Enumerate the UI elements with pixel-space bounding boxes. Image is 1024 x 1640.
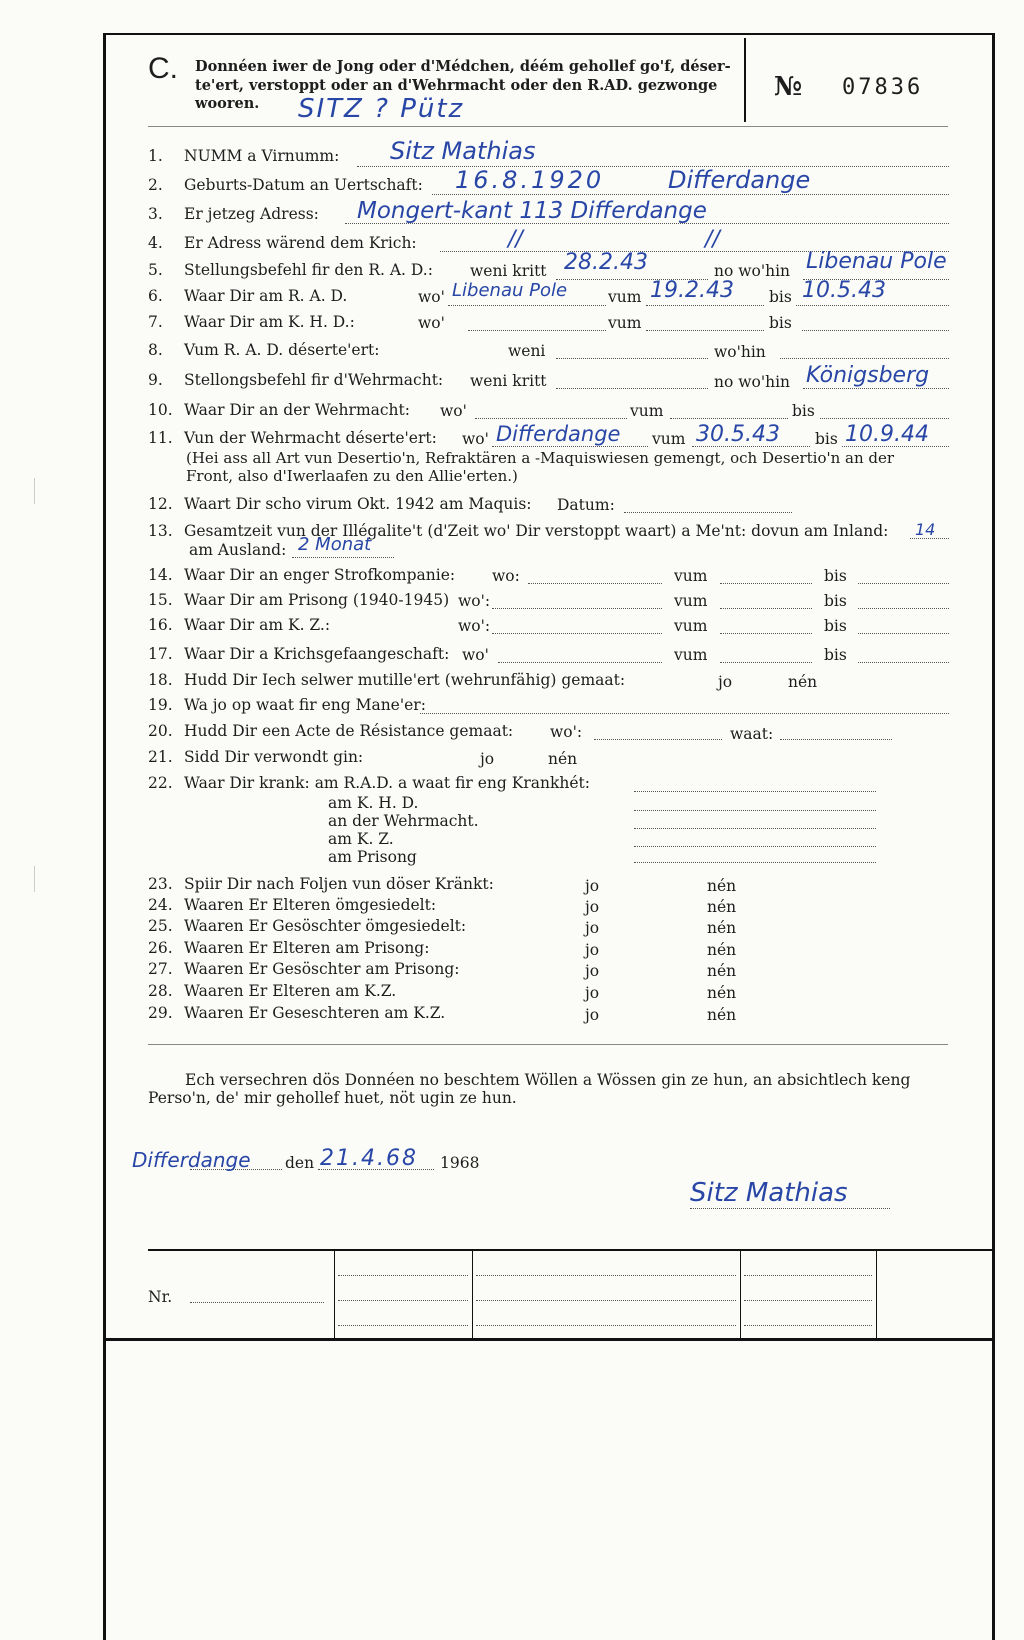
row-24-yes[interactable]: jo (585, 898, 600, 916)
declaration-line-2: Perso'n, de' mir gehollef huet, nöt ugin ze hun. (148, 1089, 517, 1107)
row-6-from: 19.2.43 (650, 278, 734, 303)
handwritten-surname: SITZ ? Pütz (298, 94, 465, 124)
row-7: 7. Waar Dir am K. H. D.: (148, 313, 355, 331)
row-16-from-line[interactable] (720, 633, 812, 634)
row-1-name: Sitz Mathias (390, 137, 536, 165)
row-9-when-line[interactable] (556, 388, 708, 389)
form-letter: C. (148, 52, 178, 85)
row-12-date-line[interactable] (624, 512, 792, 513)
row-7-from-line[interactable] (646, 330, 764, 331)
row-13-abroad-line[interactable] (292, 557, 394, 558)
footer-line-1a[interactable] (338, 1275, 468, 1276)
row-24-no[interactable]: nén (707, 898, 737, 916)
row-26: 26. Waaren Er Elteren am Prisong: (148, 939, 430, 957)
row-11: 11. Vun der Wehrmacht déserte'ert: (148, 429, 437, 447)
header-divider (744, 38, 746, 122)
row-22-line-4[interactable] (634, 846, 876, 847)
row-17-to-line[interactable] (858, 662, 949, 663)
row-5: 5. Stellungsbefehl fir den R. A. D.: (148, 261, 433, 279)
row-6-where: Libenau Pole (452, 280, 568, 301)
row-10-to-line[interactable] (820, 418, 949, 419)
form-number: 07836 (842, 75, 924, 100)
row-19-line[interactable] (420, 713, 949, 714)
row-11-note-1: (Hei ass all Art vun Desertio'n, Refraktären a -Maquiswiesen gemengt, och Desertio'n an der (186, 449, 895, 467)
row-13-abroad: 2 Monat (298, 534, 372, 555)
row-11-where: Differdange (496, 422, 621, 446)
signoff-den: den (285, 1154, 315, 1172)
row-11-where-line[interactable] (492, 446, 648, 447)
row-23: 23. Spiir Dir nach Foljen vun döser Kränkt: (148, 875, 494, 893)
row-25: 25. Waaren Er Gesöschter ömgesiedelt: (148, 917, 467, 935)
row-16-to-line[interactable] (858, 633, 949, 634)
row-8-where-line[interactable] (780, 358, 949, 359)
row-23-no[interactable]: nén (707, 877, 737, 895)
row-19: 19. Wa jo op waat fir eng Mane'er: (148, 696, 426, 714)
row-4: 4. Er Adress wärend dem Krich: (148, 234, 417, 252)
frame-right (992, 33, 995, 1640)
row-22-sub-2: an der Wehrmacht. (328, 812, 479, 830)
signature: Sitz Mathias (690, 1178, 848, 1208)
punch-hole-bottom (34, 866, 43, 892)
frame-top (103, 33, 995, 35)
row-15-from-line[interactable] (720, 608, 812, 609)
form-title-line3: wooren. (195, 95, 260, 112)
row-1-line[interactable] (357, 166, 949, 167)
row-4-mark-a: // (508, 227, 523, 252)
row-1: 1. NUMM a Virnumm: (148, 147, 340, 165)
row-11-note-2: Front, also d'Iwerlaafen zu den Allie'erten.) (186, 467, 518, 485)
row-22-line-1[interactable] (634, 791, 876, 792)
row-14: 14. Waar Dir an enger Strofkompanie: (148, 566, 456, 584)
row-12: 12. Waart Dir scho virum Okt. 1942 am Maquis: (148, 495, 532, 513)
row-16: 16. Waar Dir am K. Z.: (148, 616, 331, 634)
row-22: 22. Waar Dir krank: am R.A.D. a waat fir eng Krankhét: (148, 774, 590, 792)
row-26-yes[interactable]: jo (585, 941, 600, 959)
row-18-yes[interactable]: jo (718, 673, 733, 691)
punch-hole-top (34, 478, 43, 504)
row-2-line[interactable] (432, 194, 949, 195)
footer-line-1c[interactable] (744, 1275, 872, 1276)
row-21-yes[interactable]: jo (480, 750, 495, 768)
footer-nr-label: Nr. (148, 1288, 173, 1306)
row-28: 28. Waaren Er Elteren am K.Z. (148, 982, 397, 1000)
row-21-no[interactable]: nén (548, 750, 578, 768)
footer-cell-divider-2 (472, 1251, 473, 1338)
row-28-no[interactable]: nén (707, 984, 737, 1002)
row-9-where: Königsberg (806, 363, 930, 388)
row-25-yes[interactable]: jo (585, 919, 600, 937)
row-20-where-line[interactable] (594, 739, 722, 740)
row-17-from-line[interactable] (720, 662, 812, 663)
signoff-year: 1968 (440, 1154, 480, 1172)
row-14-to-line[interactable] (858, 583, 949, 584)
row-6-where-line[interactable] (448, 305, 606, 306)
row-13: 13. Gesamtzeit vun der Illégalite't (d'Zeit wo' Dir verstoppt waart) a Me'nt: dovun am Inland: (148, 522, 889, 540)
row-10: 10. Waar Dir an der Wehrmacht: (148, 401, 410, 419)
row-29: 29. Waaren Er Geseschteren am K.Z. (148, 1004, 446, 1022)
row-22-sub-3: am K. Z. (328, 830, 394, 848)
row-15-to-line[interactable] (858, 608, 949, 609)
footer-cell-divider-3 (740, 1251, 741, 1338)
row-13-inland: 14 (915, 520, 936, 539)
footer-line-2b[interactable] (476, 1300, 736, 1301)
frame-bottom (103, 1338, 995, 1341)
row-22-sub-1: am K. H. D. (328, 794, 419, 812)
footer-line-1b[interactable] (476, 1275, 736, 1276)
row-29-yes[interactable]: jo (585, 1006, 600, 1024)
row-29-no[interactable]: nén (707, 1006, 737, 1024)
row-10-from-line[interactable] (670, 418, 788, 419)
signature-line[interactable] (690, 1208, 890, 1209)
row-8-when-line[interactable] (556, 358, 708, 359)
row-26-no[interactable]: nén (707, 941, 737, 959)
row-8: 8. Vum R. A. D. déserte'ert: (148, 341, 380, 359)
row-18-no[interactable]: nén (788, 673, 818, 691)
row-6-from-line[interactable] (646, 305, 764, 306)
footer-rule (148, 1249, 992, 1251)
row-6-to: 10.5.43 (802, 278, 886, 303)
footer-nr-line[interactable] (190, 1302, 324, 1303)
row-2-date: 16.8.1920 (455, 166, 605, 194)
row-27: 27. Waaren Er Gesöschter am Prisong: (148, 960, 460, 978)
row-18: 18. Hudd Dir Iech selwer mutille'ert (wehrunfähig) gemaat: (148, 671, 626, 689)
row-15-where-line[interactable] (492, 608, 662, 609)
row-11-to: 10.9.44 (845, 422, 929, 447)
row-5-date: 28.2.43 (564, 250, 648, 275)
footer-cell-divider-1 (334, 1251, 335, 1338)
row-28-yes[interactable]: jo (585, 984, 600, 1002)
row-3-address: Mongert-kant 113 Differdange (357, 198, 707, 224)
row-14-from-line[interactable] (720, 583, 812, 584)
row-15: 15. Waar Dir am Prisong (1940-1945) (148, 591, 450, 609)
row-20: 20. Hudd Dir een Acte de Résistance gemaat: (148, 722, 514, 740)
row-22-sub-4: am Prisong (328, 848, 417, 866)
row-7-where-line[interactable] (468, 330, 606, 331)
row-14-where-line[interactable] (528, 583, 662, 584)
row-9-where-line[interactable] (803, 388, 949, 389)
signoff-date: 21.4.68 (320, 1146, 418, 1171)
row-22-line-2[interactable] (634, 810, 876, 811)
declaration-line-1: Ech versechren dös Donnéen no beschtem Wöllen a Wössen gin ze hun, an absichtlech keng (185, 1071, 911, 1089)
row-13-abroad-label: am Ausland: (189, 541, 287, 559)
row-20-what-line[interactable] (780, 739, 892, 740)
row-7-to-line[interactable] (802, 330, 949, 331)
row-27-no[interactable]: nén (707, 962, 737, 980)
row-22-line-3[interactable] (634, 828, 876, 829)
footer-line-3b[interactable] (476, 1325, 736, 1326)
footer-cell-divider-4 (876, 1251, 877, 1338)
row-10-where-line[interactable] (475, 418, 627, 419)
row-3: 3. Er jetzeg Adress: (148, 205, 319, 223)
row-25-no[interactable]: nén (707, 919, 737, 937)
row-22-line-5[interactable] (634, 862, 876, 863)
footer-line-2c[interactable] (744, 1300, 872, 1301)
row-17: 17. Waar Dir a Krichsgefaangeschaft: (148, 645, 450, 663)
header-rule (148, 126, 948, 127)
row-2: 2. Geburts-Datum an Uertschaft: (148, 176, 423, 194)
number-symbol: № (774, 72, 803, 102)
row-21: 21. Sidd Dir verwondt gin: (148, 748, 364, 766)
row-27-yes[interactable]: jo (585, 962, 600, 980)
row-24: 24. Waaren Er Elteren ömgesiedelt: (148, 896, 437, 914)
frame-left (103, 33, 106, 1640)
row-2-place: Differdange (668, 166, 811, 194)
row-11-from: 30.5.43 (696, 422, 780, 447)
row-9: 9. Stellongsbefehl fir d'Wehrmacht: (148, 371, 444, 389)
form-title-line2: te'ert, verstoppt oder an d'Wehrmacht oder den R.AD. gezwonge (195, 77, 718, 94)
row-16-where-line[interactable] (492, 633, 662, 634)
row-6-to-line[interactable] (796, 305, 949, 306)
footer-line-3a[interactable] (338, 1325, 468, 1326)
row-6: 6. Waar Dir am R. A. D. (148, 287, 348, 305)
row-23-yes[interactable]: jo (585, 877, 600, 895)
footer-line-2a[interactable] (338, 1300, 468, 1301)
signoff-place: Differdange (132, 1148, 251, 1172)
form-title-line1: Donnéen iwer de Jong oder d'Médchen, déém gehollef go'f, déser- (195, 58, 731, 75)
row-5-place: Libenau Pole (806, 249, 947, 274)
row-17-where-line[interactable] (498, 662, 662, 663)
row-4-mark-b: // (705, 227, 720, 252)
footer-line-3c[interactable] (744, 1325, 872, 1326)
declaration-rule (148, 1044, 948, 1045)
